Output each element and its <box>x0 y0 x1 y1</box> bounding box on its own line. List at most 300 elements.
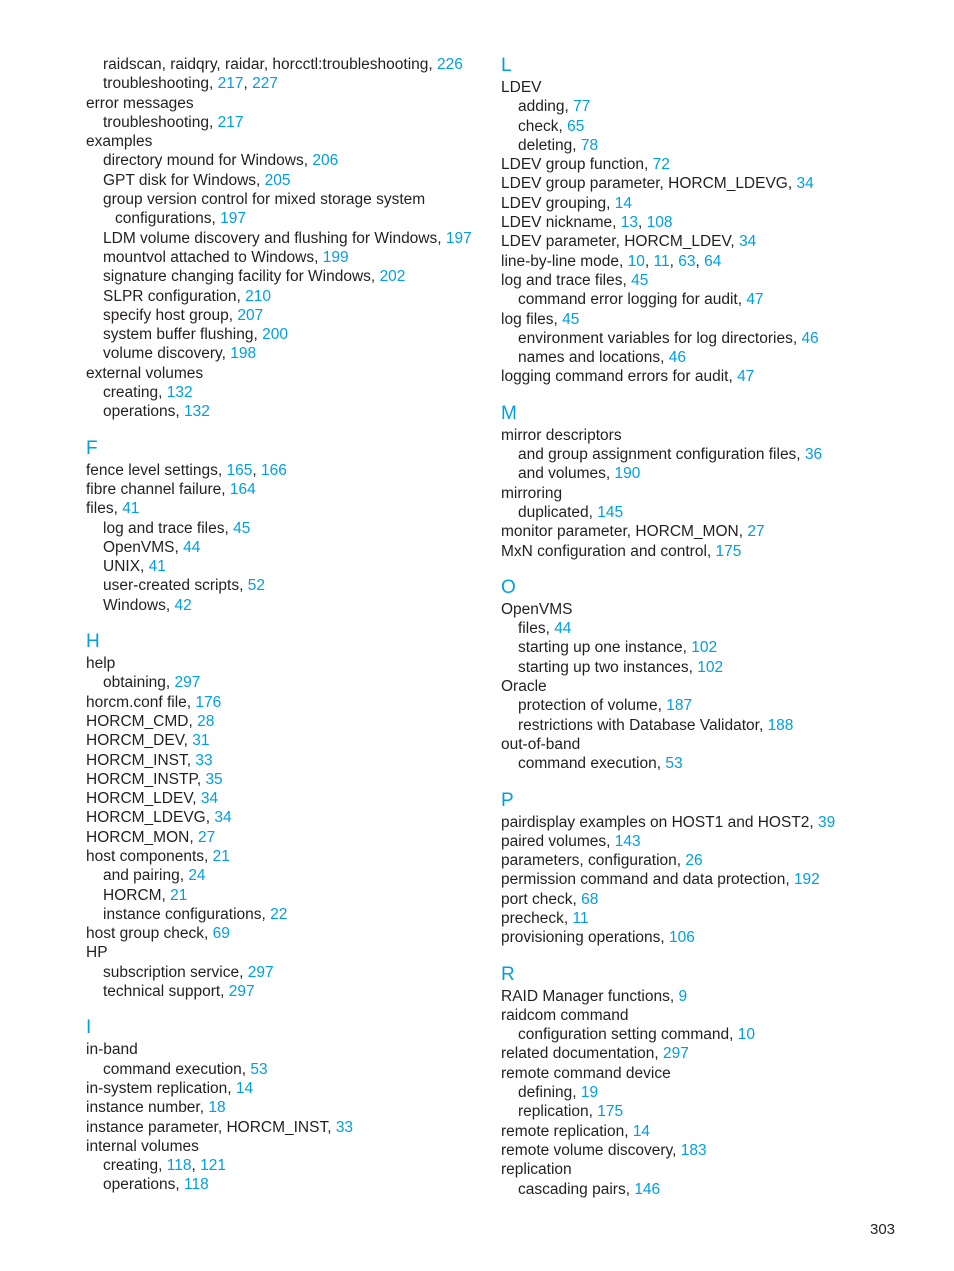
page-link[interactable]: 47 <box>737 368 755 386</box>
index-term-ldev-group-function: LDEV group function, <box>501 156 653 174</box>
index-term-mirror-descriptors: mirror descriptors <box>501 426 622 444</box>
index-subentry <box>86 229 486 248</box>
index-entry <box>86 770 486 789</box>
index-subentry <box>501 696 921 715</box>
index-subentry <box>86 596 486 615</box>
page-link[interactable]: 108 <box>646 214 673 232</box>
index-subentry <box>501 97 921 116</box>
page-link[interactable]: 46 <box>801 329 819 347</box>
page-link[interactable]: 297 <box>663 1045 689 1063</box>
index-term-files: files, <box>86 500 123 518</box>
index-subentry <box>501 117 921 136</box>
index-term-openvms: OpenVMS <box>501 600 573 618</box>
index-subentry <box>86 190 486 209</box>
index-entry <box>501 194 921 213</box>
page-link[interactable]: 14 <box>614 194 632 212</box>
index-term-instance-number: instance number, <box>86 1099 209 1117</box>
index-entry <box>86 1040 486 1059</box>
page-link[interactable]: 21 <box>170 886 188 904</box>
index-term-hp: HP <box>86 944 108 962</box>
index-letter-heading: M <box>501 402 517 424</box>
index-term-slpr-configuration: SLPR configuration, <box>103 287 246 305</box>
index-term-line-by-line-mode: line-by-line mode, <box>501 252 628 270</box>
index-letter-heading: I <box>86 1017 92 1039</box>
page-number: 303 <box>870 1221 896 1238</box>
index-subentry <box>86 1060 486 1079</box>
page-link[interactable]: 175 <box>715 542 742 560</box>
index-subentry <box>501 445 921 464</box>
page-link[interactable]: 27 <box>747 523 765 541</box>
page-link[interactable]: 198 <box>230 345 257 363</box>
index-letter-heading: F <box>86 437 98 459</box>
index-term-log-files: log files, <box>501 310 563 328</box>
page-link[interactable]: 21 <box>212 847 230 865</box>
index-entry <box>86 808 486 827</box>
index-term-oracle: Oracle <box>501 678 547 696</box>
index-entry <box>86 847 486 866</box>
index-subentry <box>86 982 486 1001</box>
index-term-raidcom-command: raidcom command <box>501 1006 629 1024</box>
index-entry <box>501 1044 921 1063</box>
index-letter-heading: R <box>501 963 515 985</box>
index-subentry <box>501 1083 921 1102</box>
page-link[interactable]: 132 <box>166 384 193 402</box>
index-entry <box>86 94 486 113</box>
page-link[interactable]: 197 <box>445 229 472 247</box>
page-link[interactable]: 226 <box>437 56 463 73</box>
index-term-fibre-channel-failure: fibre channel failure, <box>86 480 230 498</box>
page-link[interactable]: 199 <box>322 248 349 266</box>
page-link[interactable]: 118 <box>166 1157 192 1175</box>
index-entry <box>86 828 486 847</box>
index-entry <box>501 928 921 947</box>
index-entry <box>501 542 921 561</box>
page-link[interactable]: 217 <box>217 113 244 131</box>
index-term-environment-variables-for-log-directories: environment variables for log directories, <box>518 329 802 347</box>
page-link[interactable]: 72 <box>652 156 670 174</box>
index-term-horcm-conf-file: horcm.conf file, <box>86 693 196 711</box>
page-link[interactable]: 24 <box>188 867 206 885</box>
index-subentry <box>501 638 921 657</box>
page-link[interactable]: 210 <box>245 287 272 305</box>
page-link[interactable]: 34 <box>200 790 219 808</box>
index-term-operations: operations, <box>103 403 184 421</box>
page-separator: , <box>243 75 253 93</box>
page-link[interactable]: 207 <box>237 306 264 324</box>
index-entry <box>86 693 486 712</box>
index-entry <box>501 909 921 928</box>
page-link[interactable]: 69 <box>212 925 230 943</box>
page-separator: , <box>252 461 261 479</box>
index-term-command-execution: command execution, <box>103 1060 251 1078</box>
index-subentry <box>501 1025 921 1044</box>
index-subentry <box>86 576 486 595</box>
page-separator: , <box>191 1157 201 1175</box>
index-term-horcm-instp: HORCM_INSTP, <box>86 770 206 788</box>
index-subentry <box>86 344 486 363</box>
index-term-troubleshooting: troubleshooting, <box>103 75 218 93</box>
page-link[interactable]: 217 <box>217 75 244 93</box>
index-term-ldev-parameter-horcm-ldev: LDEV parameter, HORCM_LDEV, <box>501 233 740 251</box>
page-link[interactable]: 53 <box>250 1060 268 1078</box>
index-subentry <box>501 503 921 522</box>
index-entry <box>501 155 921 174</box>
index-entry <box>501 484 921 503</box>
index-entry <box>501 890 921 909</box>
page-link[interactable]: 78 <box>580 136 599 154</box>
index-subentry <box>86 905 486 924</box>
index-entry <box>501 832 921 851</box>
index-letter-heading: O <box>501 576 516 598</box>
index-subentry <box>86 151 486 170</box>
index-term-horcm-inst: HORCM_INST, <box>86 751 196 769</box>
page-link[interactable]: 26 <box>685 852 703 870</box>
page-link[interactable]: 165 <box>226 461 253 479</box>
index-entry <box>86 499 486 518</box>
page-link[interactable]: 64 <box>704 252 722 270</box>
index-subentry <box>86 287 486 306</box>
page-link[interactable]: 187 <box>666 697 693 715</box>
page-link[interactable]: 44 <box>554 620 572 638</box>
index-subentry <box>501 348 921 367</box>
index-term-obtaining: obtaining, <box>103 674 175 692</box>
index-subentry <box>86 74 486 93</box>
index-term-mirroring: mirroring <box>501 484 563 502</box>
index-entry <box>86 1137 486 1156</box>
page-link[interactable]: 11 <box>653 252 670 270</box>
index-letter-heading: L <box>501 55 512 76</box>
index-term-host-group-check: host group check, <box>86 925 213 943</box>
index-entry <box>501 1064 921 1083</box>
index-term-duplicated: duplicated, <box>518 503 598 521</box>
index-term-log-and-trace-files: log and trace files, <box>103 519 234 537</box>
page-link[interactable]: 297 <box>247 963 274 981</box>
index-term-and-group-assignment-configuration-files: and group assignment configuration files, <box>518 446 805 464</box>
page-link[interactable]: 197 <box>220 210 246 228</box>
index-term-ldev-grouping: LDEV grouping, <box>501 194 615 212</box>
page-link[interactable]: 205 <box>264 171 291 189</box>
page-link[interactable]: 33 <box>195 751 213 769</box>
index-entry <box>501 367 921 386</box>
index-subentry <box>86 886 486 905</box>
page-link[interactable]: 31 <box>192 732 210 750</box>
index-subentry <box>86 866 486 885</box>
index-column-left <box>86 55 486 1195</box>
index-subentry <box>86 325 486 344</box>
page-link[interactable]: 297 <box>174 674 201 692</box>
page-link[interactable]: 63 <box>678 252 696 270</box>
page-link[interactable]: 10 <box>737 1026 755 1044</box>
page-link[interactable]: 190 <box>614 465 641 483</box>
page-link[interactable]: 145 <box>597 503 624 521</box>
page-link[interactable]: 45 <box>631 271 649 289</box>
page-link[interactable]: 28 <box>197 712 215 730</box>
index-term-creating: creating, <box>103 384 167 402</box>
index-term-ldev: LDEV <box>501 79 542 96</box>
page-link[interactable]: 45 <box>562 310 580 328</box>
index-entry <box>501 522 921 541</box>
index-entry <box>501 677 921 696</box>
page-link[interactable]: 65 <box>567 117 585 135</box>
index-term-protection-of-volume: protection of volume, <box>518 697 667 715</box>
index-term-and-volumes: and volumes, <box>518 465 615 483</box>
index-term-examples: examples <box>86 133 153 151</box>
index-entry <box>86 132 486 151</box>
index-term-parameters-configuration: parameters, configuration, <box>501 852 686 870</box>
index-term-subscription-service: subscription service, <box>103 963 248 981</box>
index-subentry <box>86 171 486 190</box>
page-link[interactable]: 176 <box>195 693 222 711</box>
index-term-system-buffer-flushing: system buffer flushing, <box>103 326 263 344</box>
index-entry <box>86 712 486 731</box>
index-subentry <box>501 290 921 309</box>
page-link[interactable]: 77 <box>573 98 591 116</box>
index-subentry <box>86 557 486 576</box>
index-term-paired-volumes: paired volumes, <box>501 832 615 850</box>
index-term-adding: adding, <box>518 98 574 116</box>
index-term-remote-command-device: remote command device <box>501 1064 671 1082</box>
index-subentry <box>86 1156 486 1175</box>
page-link[interactable]: 39 <box>818 813 836 831</box>
index-subentry <box>86 55 486 74</box>
index-term-specify-host-group: specify host group, <box>103 306 238 324</box>
index-subentry <box>501 619 921 638</box>
page-link[interactable]: 34 <box>214 809 232 827</box>
index-term-fence-level-settings: fence level settings, <box>86 461 227 479</box>
index-term-horcm-ldevg: HORCM_LDEVG, <box>86 809 215 827</box>
index-term-internal-volumes: internal volumes <box>86 1137 199 1155</box>
index-term-unix: UNIX, <box>103 558 149 576</box>
index-subentry <box>501 1180 921 1199</box>
page-link[interactable]: 102 <box>691 639 718 657</box>
page-link[interactable]: 45 <box>233 519 251 537</box>
index-term-technical-support: technical support, <box>103 983 229 1001</box>
index-entry <box>86 364 486 383</box>
index-entry <box>86 731 486 750</box>
index-term-volume-discovery: volume discovery, <box>103 345 231 363</box>
index-entry <box>501 735 921 754</box>
index-term-in-band: in-band <box>86 1041 138 1059</box>
page-separator: , <box>638 214 647 232</box>
page-link[interactable]: 47 <box>746 291 764 309</box>
page-link[interactable]: 22 <box>270 905 288 923</box>
index-term-logging-command-errors-for-audit: logging command errors for audit, <box>501 368 738 386</box>
index-entry <box>501 213 921 232</box>
index-entry <box>86 654 486 673</box>
index-entry <box>501 870 921 889</box>
index-term-ldev-nickname: LDEV nickname, <box>501 214 621 232</box>
index-term-names-and-locations: names and locations, <box>518 349 669 367</box>
index-entry <box>501 1122 921 1141</box>
index-term-mountvol-attached-to-windows: mountvol attached to Windows, <box>103 248 323 266</box>
index-term-port-check: port check, <box>501 890 582 908</box>
page-link[interactable]: 34 <box>739 233 757 251</box>
page-link[interactable]: 192 <box>793 871 820 889</box>
index-term-pairdisplay-examples-on-host1-and-host2: pairdisplay examples on HOST1 and HOST2, <box>501 813 819 831</box>
index-subentry <box>501 658 921 677</box>
page-link[interactable]: 143 <box>614 832 641 850</box>
page-link[interactable]: 175 <box>597 1103 624 1121</box>
page-link[interactable]: 14 <box>235 1079 254 1097</box>
index-term-horcm: HORCM, <box>103 886 171 904</box>
index-term-provisioning-operations: provisioning operations, <box>501 929 670 947</box>
index-entry <box>501 1160 921 1179</box>
index-letter-heading: P <box>501 789 514 811</box>
index-term-files: files, <box>518 620 555 638</box>
index-entry <box>86 751 486 770</box>
index-term-precheck: precheck, <box>501 909 573 927</box>
index-subentry <box>86 209 486 228</box>
index-entry <box>86 789 486 808</box>
page-link[interactable]: 68 <box>581 890 599 908</box>
index-term-ldev-group-parameter-horcm-ldevg: LDEV group parameter, HORCM_LDEVG, <box>501 175 797 193</box>
page-link[interactable]: 102 <box>697 658 724 676</box>
index-term-defining: defining, <box>518 1084 581 1102</box>
index-subentry <box>86 519 486 538</box>
index-subentry <box>86 306 486 325</box>
page-link[interactable]: 41 <box>122 500 140 518</box>
page-link[interactable]: 227 <box>252 75 278 93</box>
index-subentry <box>86 538 486 557</box>
page-link[interactable]: 11 <box>572 909 589 927</box>
index-subentry <box>86 113 486 132</box>
page-link[interactable]: 200 <box>262 326 288 344</box>
page-link[interactable]: 41 <box>148 558 166 576</box>
index-term-mxn-configuration-and-control: MxN configuration and control, <box>501 542 716 560</box>
index-entry <box>86 924 486 943</box>
index-entry <box>86 1098 486 1117</box>
index-term-creating: creating, <box>103 1157 167 1175</box>
index-term-instance-configurations: instance configurations, <box>103 905 271 923</box>
page-link[interactable]: 13 <box>620 214 638 232</box>
index-term-permission-command-and-data-protection: permission command and data protection, <box>501 871 794 889</box>
index-term-restrictions-with-database-validator: restrictions with Database Validator, <box>518 716 768 734</box>
index-term-cascading-pairs: cascading pairs, <box>518 1180 635 1198</box>
page-link[interactable]: 44 <box>183 538 201 556</box>
index-subentry <box>86 963 486 982</box>
index-entry <box>86 1118 486 1137</box>
index-subentry <box>86 383 486 402</box>
index-term-instance-parameter-horcm-inst: instance parameter, HORCM_INST, <box>86 1118 336 1136</box>
index-subentry <box>86 1175 486 1194</box>
index-subentry <box>501 1102 921 1121</box>
page-link[interactable]: 36 <box>804 446 823 464</box>
index-term-openvms: OpenVMS, <box>103 538 184 556</box>
index-term-replication: replication <box>501 1161 572 1179</box>
index-term-configuration-setting-command: configuration setting command, <box>518 1026 738 1044</box>
index-subentry <box>501 136 921 155</box>
index-term-configurations: configurations, <box>115 210 221 228</box>
index-subentry <box>501 329 921 348</box>
index-term-horcm-ldev: HORCM_LDEV, <box>86 790 201 808</box>
page-link[interactable]: 46 <box>668 349 687 367</box>
index-term-help: help <box>86 655 116 673</box>
index-term-check: check, <box>518 117 568 135</box>
page-link[interactable]: 188 <box>767 716 794 734</box>
index-term-command-error-logging-for-audit: command error logging for audit, <box>518 291 747 309</box>
page-link[interactable]: 297 <box>228 983 255 1001</box>
page-link[interactable]: 18 <box>208 1099 226 1117</box>
page-link[interactable]: 14 <box>632 1122 651 1140</box>
page-link[interactable]: 146 <box>634 1180 661 1198</box>
index-term-monitor-parameter-horcm-mon: monitor parameter, HORCM_MON, <box>501 523 748 541</box>
page-link[interactable]: 106 <box>669 929 695 947</box>
index-entry <box>501 1141 921 1160</box>
index-term-gpt-disk-for-windows: GPT disk for Windows, <box>103 171 265 189</box>
index-entry <box>501 851 921 870</box>
page-link[interactable]: 53 <box>665 755 683 773</box>
index-term-command-execution: command execution, <box>518 755 666 773</box>
index-term-raidscan-raidqry-raidar-horcctl-troubleshooting: raidscan, raidqry, raidar, horcctl:troubleshooting, <box>103 56 437 73</box>
page-link[interactable]: 202 <box>379 268 406 286</box>
index-entry <box>501 174 921 193</box>
index-term-horcm-mon: HORCM_MON, <box>86 828 198 846</box>
page-link[interactable]: 10 <box>627 252 645 270</box>
page-link[interactable]: 206 <box>312 152 339 170</box>
index-term-horcm-dev: HORCM_DEV, <box>86 732 193 750</box>
index-subentry <box>86 267 486 286</box>
page-link[interactable]: 33 <box>335 1118 354 1136</box>
page-link[interactable]: 164 <box>229 480 256 498</box>
index-entry <box>501 252 921 271</box>
index-letter-heading: H <box>86 631 100 653</box>
index-subentry <box>86 673 486 692</box>
index-entry <box>501 426 921 445</box>
index-term-group-version-control-for-mixed-storage-system: group version control for mixed storage system <box>103 191 426 209</box>
index-term-operations: operations, <box>103 1176 184 1194</box>
page-link[interactable]: 35 <box>205 770 223 788</box>
index-term-starting-up-two-instances: starting up two instances, <box>518 658 698 676</box>
page-link[interactable]: 27 <box>197 828 216 846</box>
page-link[interactable]: 42 <box>174 596 192 614</box>
index-entry <box>501 78 921 97</box>
index-entry <box>86 943 486 962</box>
index-term-remote-replication: remote replication, <box>501 1122 633 1140</box>
page-link[interactable]: 118 <box>184 1176 209 1194</box>
page-link[interactable]: 183 <box>680 1141 707 1159</box>
index-term-windows: Windows, <box>103 596 175 614</box>
index-entry <box>501 987 921 1006</box>
index-term-directory-mound-for-windows: directory mound for Windows, <box>103 152 313 170</box>
index-term-ldm-volume-discovery-and-flushing-for-windows: LDM volume discovery and flushing for Windows, <box>103 229 446 247</box>
index-term-deleting: deleting, <box>518 136 581 154</box>
index-term-remote-volume-discovery: remote volume discovery, <box>501 1141 681 1159</box>
index-term-in-system-replication: in-system replication, <box>86 1079 236 1097</box>
page-link[interactable]: 9 <box>678 987 688 1005</box>
page-link[interactable]: 121 <box>200 1157 226 1175</box>
page-link[interactable]: 166 <box>260 461 287 479</box>
index-term-horcm-cmd: HORCM_CMD, <box>86 712 198 730</box>
page-link[interactable]: 52 <box>247 577 265 595</box>
index-term-out-of-band: out-of-band <box>501 735 581 753</box>
index-term-user-created-scripts: user-created scripts, <box>103 577 248 595</box>
page-separator: , <box>644 252 654 270</box>
index-subentry <box>86 248 486 267</box>
index-entry <box>86 1079 486 1098</box>
page-separator: , <box>695 252 705 270</box>
page-link[interactable]: 34 <box>796 175 814 193</box>
page-link[interactable]: 19 <box>580 1084 599 1102</box>
index-term-error-messages: error messages <box>86 94 194 112</box>
page-link[interactable]: 132 <box>184 403 210 421</box>
index-entry <box>86 480 486 499</box>
index-subentry <box>86 402 486 421</box>
index-term-host-components: host components, <box>86 847 213 865</box>
index-subentry <box>501 464 921 483</box>
index-entry <box>501 271 921 290</box>
index-entry <box>86 461 486 480</box>
index-term-signature-changing-facility-for-windows: signature changing facility for Windows, <box>103 268 380 286</box>
